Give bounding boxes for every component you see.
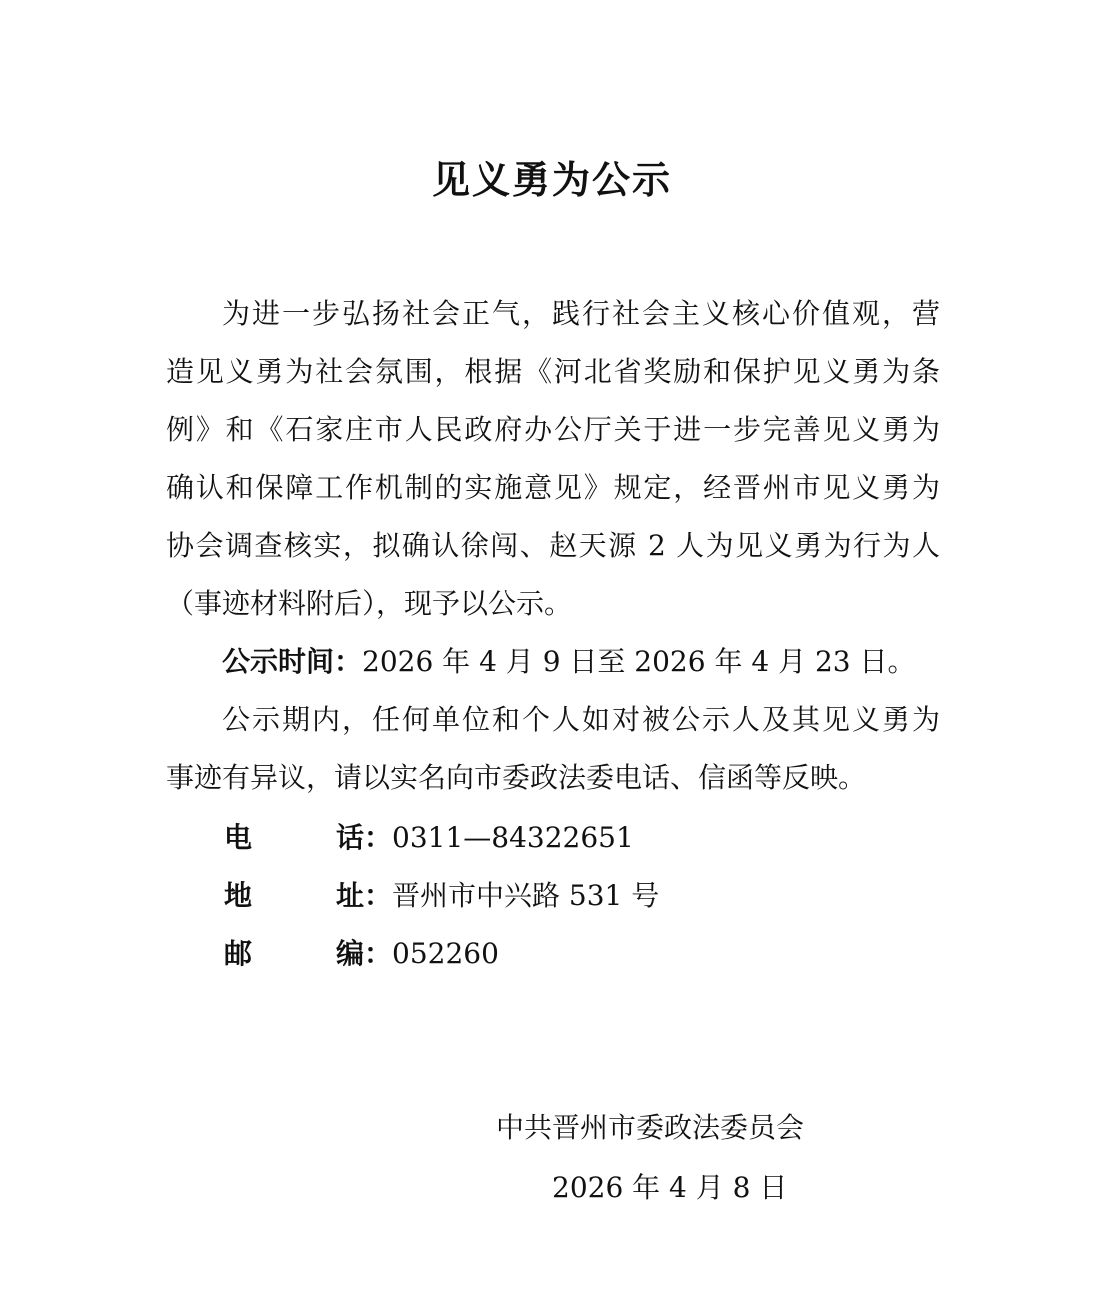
contact-postcode <box>224 934 499 974</box>
contact-colon: ： <box>364 937 393 970</box>
paragraph-line: 造见义勇为社会氛围，根据《河北省奖励和保护见义勇为条 <box>166 355 940 388</box>
contact-value: 晋州市中兴路 531 号 <box>392 879 660 912</box>
paragraph-line: 确认和保障工作机制的实施意见》规定，经晋州市见义勇为 <box>166 471 940 504</box>
contact-label: 邮编 <box>224 937 364 970</box>
contact-label: 地址 <box>224 879 364 912</box>
period-label: 公示时间： <box>222 645 363 678</box>
contact-value: 052260 <box>392 937 499 970</box>
contact-label: 电话 <box>224 821 364 854</box>
paragraph-line: 事迹有异议，请以实名向市委政法委电话、信函等反映。 <box>166 761 867 794</box>
contact-value: 0311—84322651 <box>392 821 634 854</box>
contact-address <box>224 876 659 916</box>
paragraph-line: （事迹材料附后），现予以公示。 <box>166 587 573 620</box>
signature-date: 2026 年 4 月 8 日 <box>552 1171 788 1204</box>
contact-colon: ： <box>364 821 393 854</box>
contact-phone <box>224 818 634 858</box>
contact-colon: ： <box>364 879 393 912</box>
period-value: 2026 年 4 月 9 日至 2026 年 4 月 23 日。 <box>362 645 916 678</box>
page-title: 见义勇为公示 <box>431 158 672 202</box>
paragraph-line: 协会调查核实，拟确认徐闯、赵天源 2 人为见义勇为行为人 <box>166 529 940 562</box>
signature-org: 中共晋州市委政法委员会 <box>496 1111 805 1144</box>
paragraph-line: 为进一步弘扬社会正气，践行社会主义核心价值观，营 <box>222 297 940 330</box>
paragraph-line: 公示期内，任何单位和个人如对被公示人及其见义勇为 <box>222 703 940 736</box>
paragraph-line: 例》和《石家庄市人民政府办公厅关于进一步完善见义勇为 <box>166 413 940 446</box>
